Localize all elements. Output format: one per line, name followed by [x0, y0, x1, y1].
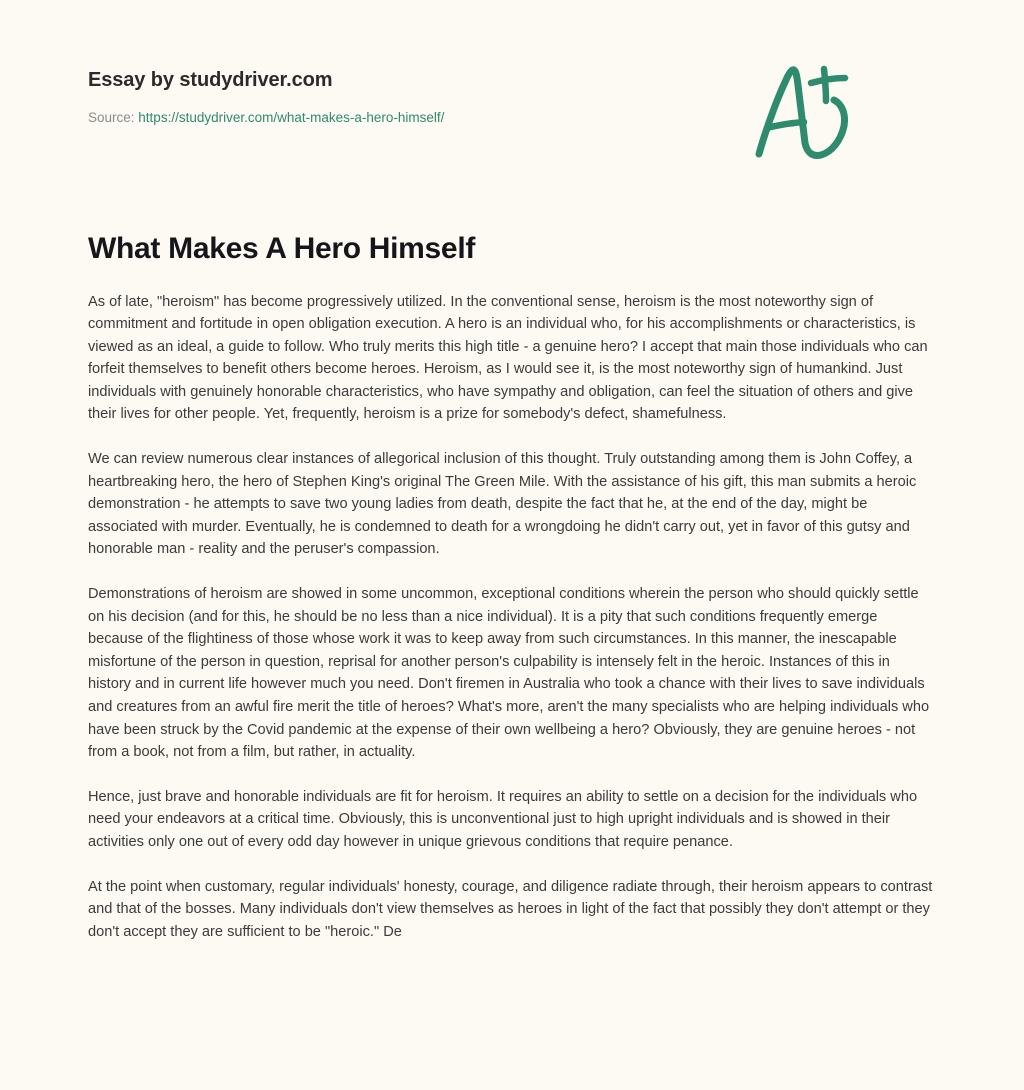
paragraph: We can review numerous clear instances of allegorical inclusion of this thought. Truly outstanding among them is John Coffey, a heartbreaking hero, the hero of Stephen King's original The Green Mile. With the assistance of his gift, this man submits a heroic demonstration - he attempts to save two young ladies from death, despite the fact that he, at the end of the day, might be associated with murder. Eventually, he is condemned to death for a wrongdoing he didn't carry out, yet in favor of this gutsy and honorable man - reality and the peruser's compassion.: [88, 451, 917, 558]
source-label: Source:: [88, 110, 135, 125]
essay-byline: Essay by studydriver.com: [88, 69, 333, 91]
source-url-link[interactable]: https://studydriver.com/what-makes-a-hero-himself/: [138, 110, 445, 125]
essay-body: [88, 291, 936, 944]
page-title: What Makes A Hero Himself: [88, 232, 476, 265]
page-header: [88, 0, 936, 128]
paragraph: As of late, "heroism" has become progressively utilized. In the conventional sense, heroism is the most noteworthy sign of commitment and fortitude in open obligation execution. A hero is an individual who, for his accomplishments or characteristics, is viewed as an ideal, a guide to follow. Who truly merits this high title - a genuine hero? I accept that main those individuals who can forfeit themselves to benefit others become heroes. Heroism, as I would see it, is the most noteworthy sign of humankind. Just individuals with genuinely honorable characteristics, who have sympathy and obligation, can feel the situation of others and give their lives for other people. Yet, frequently, heroism is a prize for somebody's defect, shamefulness.: [88, 293, 928, 423]
paragraph: Hence, just brave and honorable individuals are fit for heroism. It requires an ability to settle on a decision for the individuals who need your endeavors at a critical time. Obviously, this is unconventional just to high upright individuals and is showed in their activities only one out of every odd day however in unique grievous conditions that require penance.: [88, 788, 918, 850]
a-plus-handwritten-logo-icon: [748, 58, 858, 162]
paragraph: At the point when customary, regular individuals' honesty, courage, and diligence radiate through, their heroism appears to contrast and that of the bosses. Many individuals don't view themselves as heroes in light of the fact that possibly they don't attempt or they don't accept they are sufficient to be "heroic." De: [88, 878, 933, 940]
paragraph: Demonstrations of heroism are showed in some uncommon, exceptional conditions wherein the person who should quickly settle on his decision (and for this, he should be no less than a nice individual). It is a pity that such conditions frequently emerge because of the flightiness of those whose work it was to keep away from such circumstances. In this manner, the inescapable misfortune of the person in question, reprisal for another person's culpability is intensely felt in the heroic. Instances of this in history and in current life however much you need. Don't firemen in Australia who took a chance with their lives to save individuals and creatures from an awful fire merit the title of heroes? What's more, aren't the many specialists who are helping individuals who have been struck by the Covid pandemic at the expense of their own wellbeing a hero? Obviously, they are genuine heroes - not from a book, not from a film, but rather, in actuality.: [88, 586, 930, 761]
